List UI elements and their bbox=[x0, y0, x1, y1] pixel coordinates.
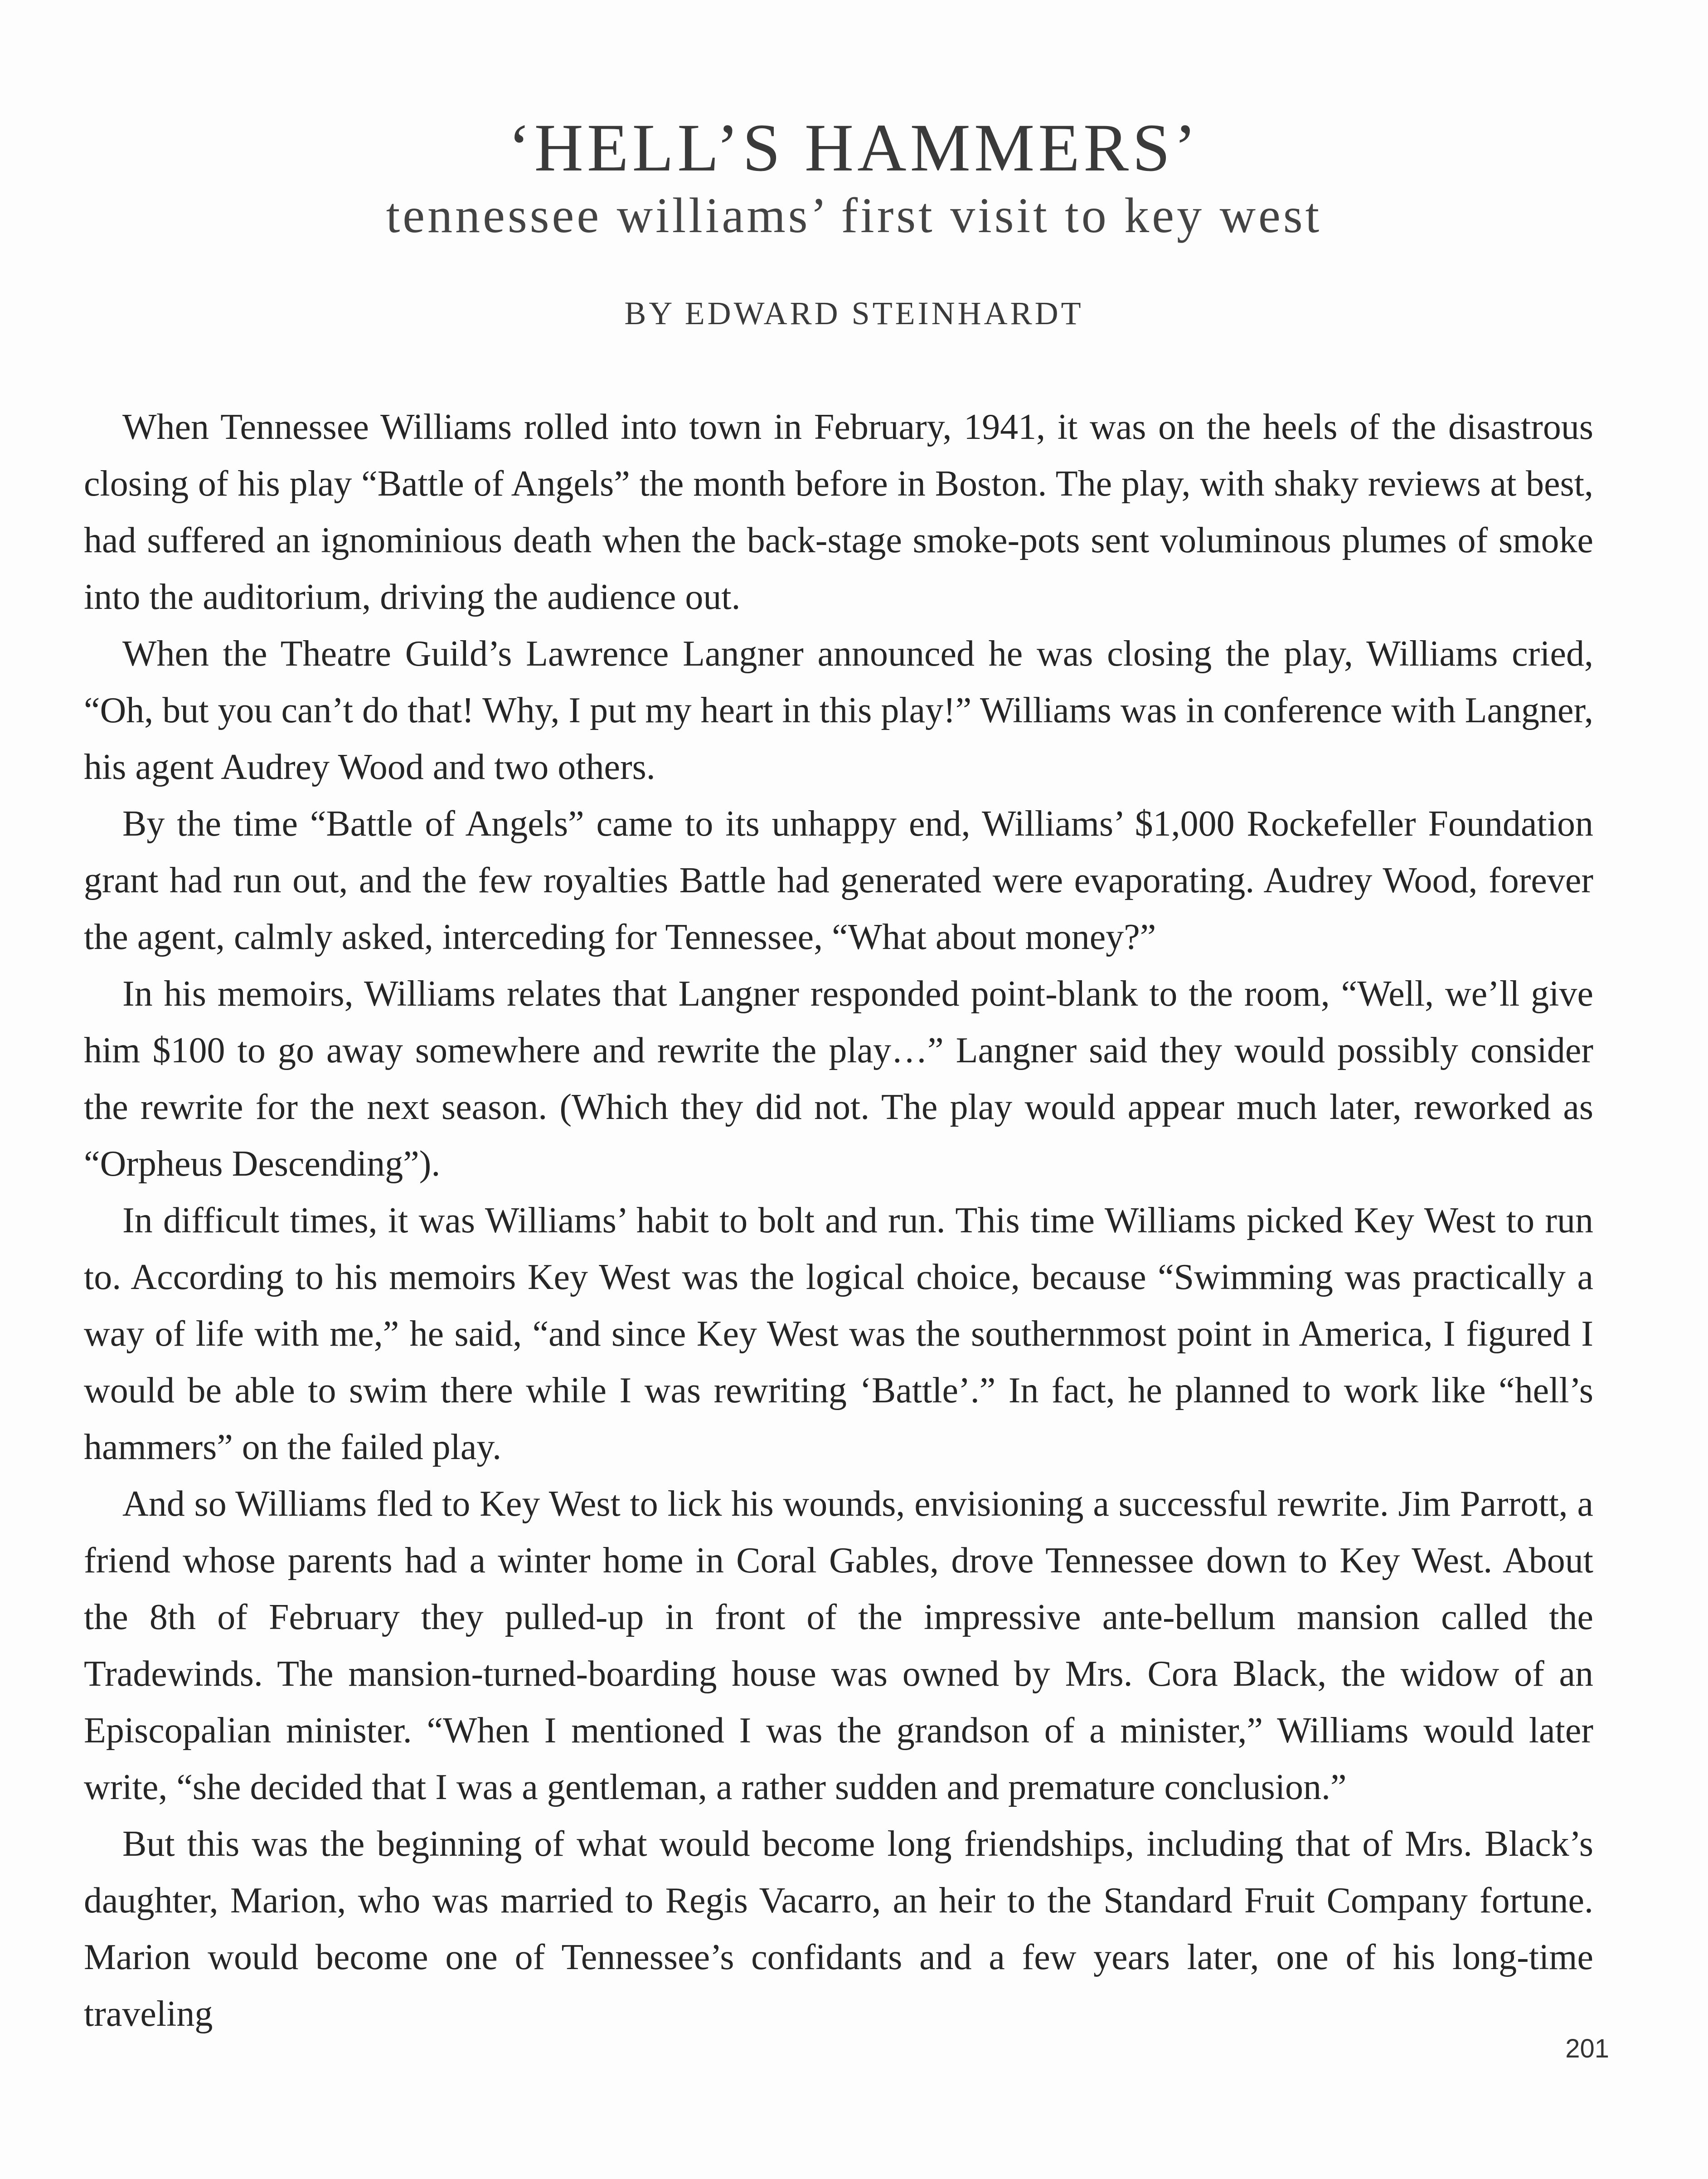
body-paragraph: When Tennessee Williams rolled into town in February, 1941, it was on the heels of the disastrous closing of his play “Battle of Angels” the month before in Boston. The play, with shaky reviews at best, had suffered an ignominious death when the back-stage smoke-pots sent voluminous plumes of smoke into the auditorium, driving the audience out. bbox=[84, 407, 1593, 617]
body-paragraph: But this was the beginning of what would become long friendships, including that of Mrs. Black’s daughter, Marion, who was married to Regis Vacarro, an heir to the Standard Fruit Company fortune. Marion would become one of Tennessee’s confidants and a few years later, one of his long-time traveling bbox=[84, 1824, 1593, 2034]
article-subtitle: tennessee williams’ first visit to key west bbox=[386, 188, 1322, 243]
article-byline: BY EDWARD STEINHARDT bbox=[624, 295, 1084, 331]
body-paragraph: By the time “Battle of Angels” came to its unhappy end, Williams’ $1,000 Rockefeller Foundation grant had run out, and the few royalties Battle had generated were evaporating. Audrey Wood, forever the agent, calmly asked, interceding for Tennessee, “What about money?” bbox=[84, 804, 1593, 957]
body-paragraph: And so Williams fled to Key West to lick his wounds, envisioning a successful rewrite. Jim Parrott, a friend whose parents had a winter home in Coral Gables, drove Tennessee down to Key West. About the 8th of February they pulled-up in front of the impressive ante-bellum mansion called the Tradewinds. The mansion-turned-boarding house was owned by Mrs. Cora Black, the widow of an Episcopalian minister. “When I mentioned I was the grandson of a minister,” Williams would later write, “she decided that I was a gentleman, a rather sudden and premature conclusion.” bbox=[84, 1484, 1593, 1807]
body-paragraph: In difficult times, it was Williams’ habit to bolt and run. This time Williams picked Key West to run to. According to his memoirs Key West was the logical choice, because “Swimming was practically a way of life with me,” he said, “and since Key West was the southernmost point in America, I figured I would be able to swim there while I was rewriting ‘Battle’.” In fact, he planned to work like “hell’s hammers” on the failed play. bbox=[84, 1201, 1593, 1467]
page-number: 201 bbox=[1565, 2034, 1609, 2063]
body-paragraph: In his memoirs, Williams relates that Langner responded point-blank to the room, “Well, we’ll give him $100 to go away somewhere and rewrite the play…” Langner said they would possibly consider the rewrite for the next season. (Which they did not. The play would appear much later, reworked as “Orpheus Descending”). bbox=[84, 974, 1593, 1184]
body-paragraph: When the Theatre Guild’s Lawrence Langner announced he was closing the play, Williams cried, “Oh, but you can’t do that! Why, I put my heart in this play!” Williams was in conference with Langner, his agent Audrey Wood and two others. bbox=[84, 634, 1593, 787]
article-body bbox=[84, 399, 1593, 2043]
article-title: ‘HELL’S HAMMERS’ bbox=[508, 110, 1200, 185]
